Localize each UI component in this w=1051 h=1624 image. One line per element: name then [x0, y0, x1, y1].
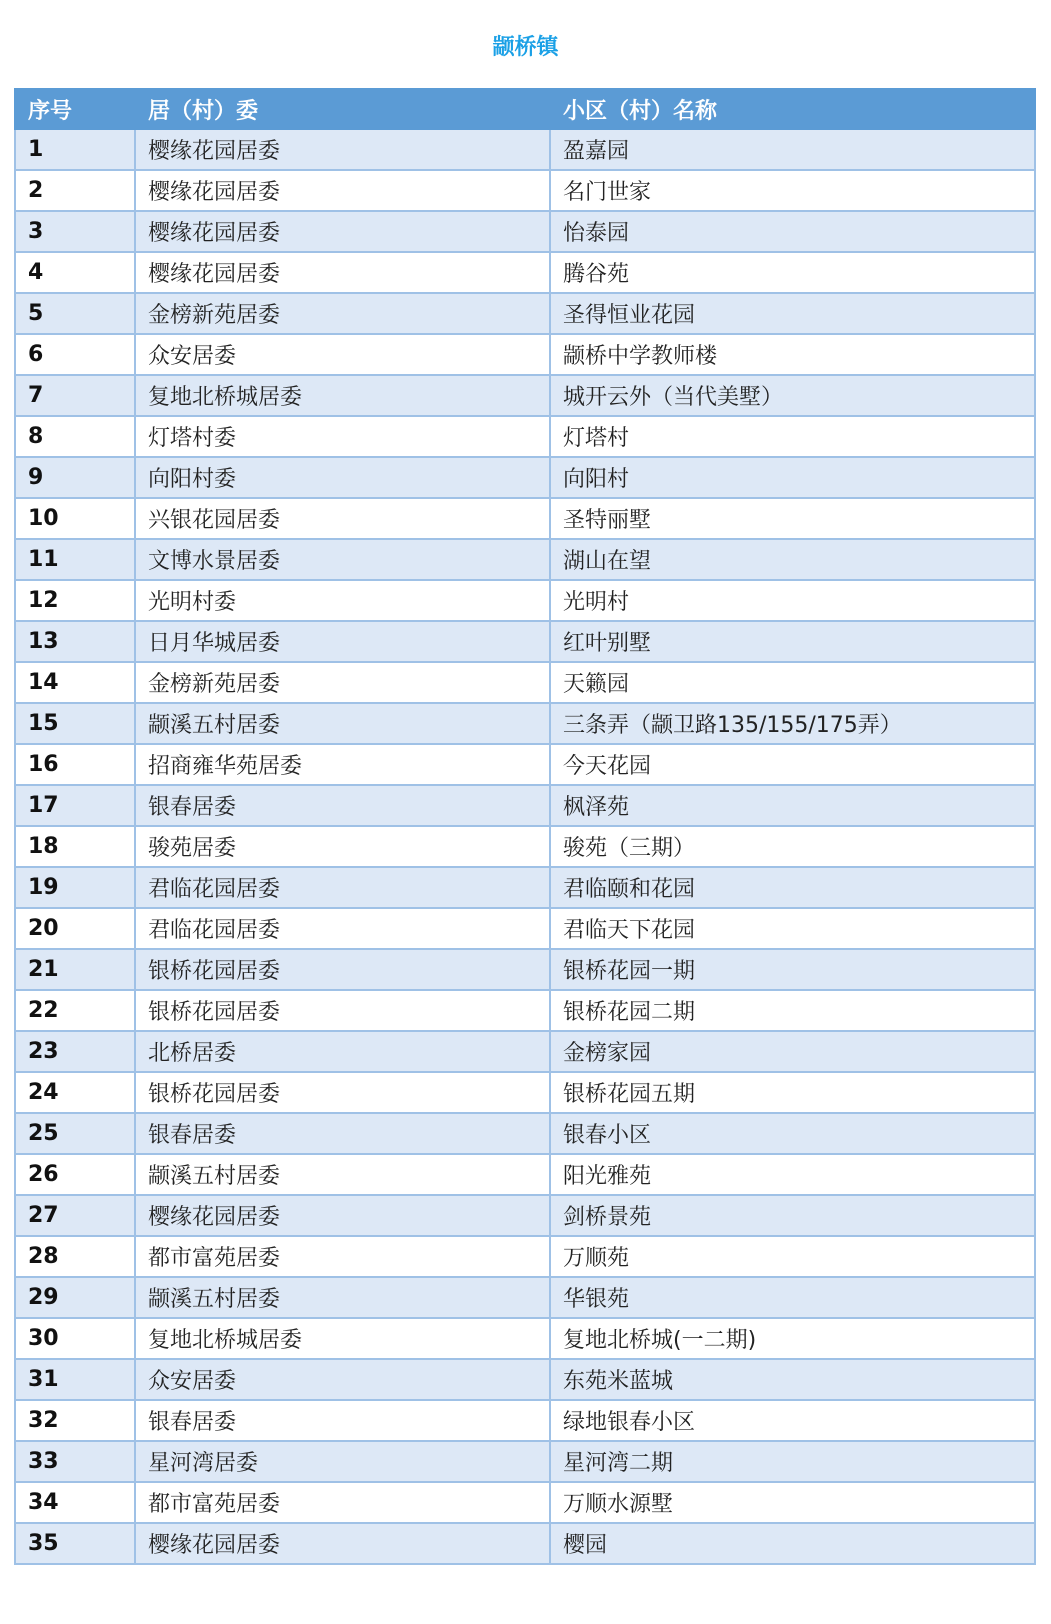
row-committee: 颛溪五村居委 — [135, 1277, 550, 1318]
row-committee: 银桥花园居委 — [135, 1072, 550, 1113]
row-committee: 银桥花园居委 — [135, 949, 550, 990]
row-committee: 文博水景居委 — [135, 539, 550, 580]
row-community: 万顺水源墅 — [550, 1482, 1035, 1523]
table-row — [15, 744, 1035, 785]
table-row — [15, 1072, 1035, 1113]
row-community: 圣得恒业花园 — [550, 293, 1035, 334]
row-community: 颛桥中学教师楼 — [550, 334, 1035, 375]
table-row — [15, 1195, 1035, 1236]
table-row — [15, 170, 1035, 211]
row-index: 6 — [15, 334, 135, 375]
row-committee: 北桥居委 — [135, 1031, 550, 1072]
row-community: 君临天下花园 — [550, 908, 1035, 949]
table-row — [15, 1359, 1035, 1400]
table-row — [15, 375, 1035, 416]
row-community: 怡泰园 — [550, 211, 1035, 252]
row-committee: 颛溪五村居委 — [135, 1154, 550, 1195]
row-index: 25 — [15, 1113, 135, 1154]
row-committee: 招商雍华苑居委 — [135, 744, 550, 785]
table-row — [15, 457, 1035, 498]
row-committee: 兴银花园居委 — [135, 498, 550, 539]
table-row — [15, 1441, 1035, 1482]
table-row — [15, 1277, 1035, 1318]
row-index: 4 — [15, 252, 135, 293]
row-index: 29 — [15, 1277, 135, 1318]
row-committee: 银春居委 — [135, 1400, 550, 1441]
table-row — [15, 129, 1035, 170]
row-index: 13 — [15, 621, 135, 662]
row-index: 16 — [15, 744, 135, 785]
table-row — [15, 1113, 1035, 1154]
row-community: 圣特丽墅 — [550, 498, 1035, 539]
table-row — [15, 990, 1035, 1031]
row-community: 盈嘉园 — [550, 129, 1035, 170]
header-community: 小区（村）名称 — [550, 89, 1035, 129]
row-committee: 君临花园居委 — [135, 908, 550, 949]
row-index: 24 — [15, 1072, 135, 1113]
row-index: 12 — [15, 580, 135, 621]
row-committee: 众安居委 — [135, 334, 550, 375]
row-community: 湖山在望 — [550, 539, 1035, 580]
row-committee: 樱缘花园居委 — [135, 129, 550, 170]
row-index: 32 — [15, 1400, 135, 1441]
row-index: 31 — [15, 1359, 135, 1400]
row-committee: 樱缘花园居委 — [135, 170, 550, 211]
row-index: 35 — [15, 1523, 135, 1564]
table-row — [15, 1482, 1035, 1523]
row-committee: 日月华城居委 — [135, 621, 550, 662]
table-row — [15, 334, 1035, 375]
row-index: 3 — [15, 211, 135, 252]
table-row — [15, 293, 1035, 334]
row-committee: 金榜新苑居委 — [135, 662, 550, 703]
row-community: 东苑米蓝城 — [550, 1359, 1035, 1400]
row-committee: 骏苑居委 — [135, 826, 550, 867]
row-index: 14 — [15, 662, 135, 703]
row-index: 26 — [15, 1154, 135, 1195]
row-index: 34 — [15, 1482, 135, 1523]
row-committee: 都市富苑居委 — [135, 1482, 550, 1523]
table-row — [15, 580, 1035, 621]
row-community: 绿地银春小区 — [550, 1400, 1035, 1441]
row-index: 27 — [15, 1195, 135, 1236]
table-row — [15, 252, 1035, 293]
row-community: 星河湾二期 — [550, 1441, 1035, 1482]
table-row — [15, 416, 1035, 457]
row-community: 剑桥景苑 — [550, 1195, 1035, 1236]
table-row — [15, 785, 1035, 826]
table-row — [15, 908, 1035, 949]
row-index: 8 — [15, 416, 135, 457]
table-row — [15, 867, 1035, 908]
row-community: 银桥花园二期 — [550, 990, 1035, 1031]
row-committee: 樱缘花园居委 — [135, 211, 550, 252]
row-committee: 复地北桥城居委 — [135, 1318, 550, 1359]
table-row — [15, 949, 1035, 990]
row-index: 1 — [15, 129, 135, 170]
row-community: 天籁园 — [550, 662, 1035, 703]
row-community: 金榜家园 — [550, 1031, 1035, 1072]
row-community: 光明村 — [550, 580, 1035, 621]
community-table — [14, 88, 1036, 1565]
row-committee: 复地北桥城居委 — [135, 375, 550, 416]
row-index: 17 — [15, 785, 135, 826]
row-index: 5 — [15, 293, 135, 334]
row-community: 银桥花园五期 — [550, 1072, 1035, 1113]
row-index: 22 — [15, 990, 135, 1031]
row-index: 11 — [15, 539, 135, 580]
row-index: 15 — [15, 703, 135, 744]
row-index: 2 — [15, 170, 135, 211]
row-community: 华银苑 — [550, 1277, 1035, 1318]
row-community: 三条弄（颛卫路135/155/175弄） — [550, 703, 1035, 744]
row-index: 23 — [15, 1031, 135, 1072]
row-community: 银桥花园一期 — [550, 949, 1035, 990]
table-row — [15, 211, 1035, 252]
row-community: 银春小区 — [550, 1113, 1035, 1154]
row-committee: 星河湾居委 — [135, 1441, 550, 1482]
header-index: 序号 — [15, 89, 135, 129]
row-community: 樱园 — [550, 1523, 1035, 1564]
row-index: 18 — [15, 826, 135, 867]
row-community: 腾谷苑 — [550, 252, 1035, 293]
table-row — [15, 826, 1035, 867]
table-row — [15, 1400, 1035, 1441]
row-committee: 金榜新苑居委 — [135, 293, 550, 334]
table-row — [15, 1318, 1035, 1359]
row-community: 骏苑（三期） — [550, 826, 1035, 867]
table-row — [15, 1031, 1035, 1072]
row-index: 7 — [15, 375, 135, 416]
row-committee: 银桥花园居委 — [135, 990, 550, 1031]
row-community: 灯塔村 — [550, 416, 1035, 457]
row-committee: 灯塔村委 — [135, 416, 550, 457]
row-committee: 都市富苑居委 — [135, 1236, 550, 1277]
row-committee: 众安居委 — [135, 1359, 550, 1400]
table-row — [15, 703, 1035, 744]
row-committee: 樱缘花园居委 — [135, 252, 550, 293]
table-row — [15, 498, 1035, 539]
row-index: 20 — [15, 908, 135, 949]
row-community: 城开云外（当代美墅） — [550, 375, 1035, 416]
table-row — [15, 539, 1035, 580]
row-community: 万顺苑 — [550, 1236, 1035, 1277]
row-community: 红叶别墅 — [550, 621, 1035, 662]
row-committee: 向阳村委 — [135, 457, 550, 498]
row-index: 30 — [15, 1318, 135, 1359]
row-committee: 樱缘花园居委 — [135, 1195, 550, 1236]
row-community: 复地北桥城(一二期) — [550, 1318, 1035, 1359]
table-row — [15, 621, 1035, 662]
row-index: 10 — [15, 498, 135, 539]
row-community: 君临颐和花园 — [550, 867, 1035, 908]
table-row — [15, 1236, 1035, 1277]
row-committee: 光明村委 — [135, 580, 550, 621]
table-header-row — [15, 89, 1035, 129]
table-row — [15, 662, 1035, 703]
row-community: 今天花园 — [550, 744, 1035, 785]
row-index: 21 — [15, 949, 135, 990]
table-row — [15, 1523, 1035, 1564]
row-index: 28 — [15, 1236, 135, 1277]
table-row — [15, 1154, 1035, 1195]
row-community: 枫泽苑 — [550, 785, 1035, 826]
row-committee: 颛溪五村居委 — [135, 703, 550, 744]
row-community: 名门世家 — [550, 170, 1035, 211]
row-index: 9 — [15, 457, 135, 498]
page-title: 颛桥镇 — [492, 35, 559, 60]
row-index: 19 — [15, 867, 135, 908]
row-committee: 银春居委 — [135, 1113, 550, 1154]
header-committee: 居（村）委 — [135, 89, 550, 129]
row-committee: 君临花园居委 — [135, 867, 550, 908]
row-community: 向阳村 — [550, 457, 1035, 498]
row-committee: 樱缘花园居委 — [135, 1523, 550, 1564]
row-index: 33 — [15, 1441, 135, 1482]
row-committee: 银春居委 — [135, 785, 550, 826]
row-community: 阳光雅苑 — [550, 1154, 1035, 1195]
